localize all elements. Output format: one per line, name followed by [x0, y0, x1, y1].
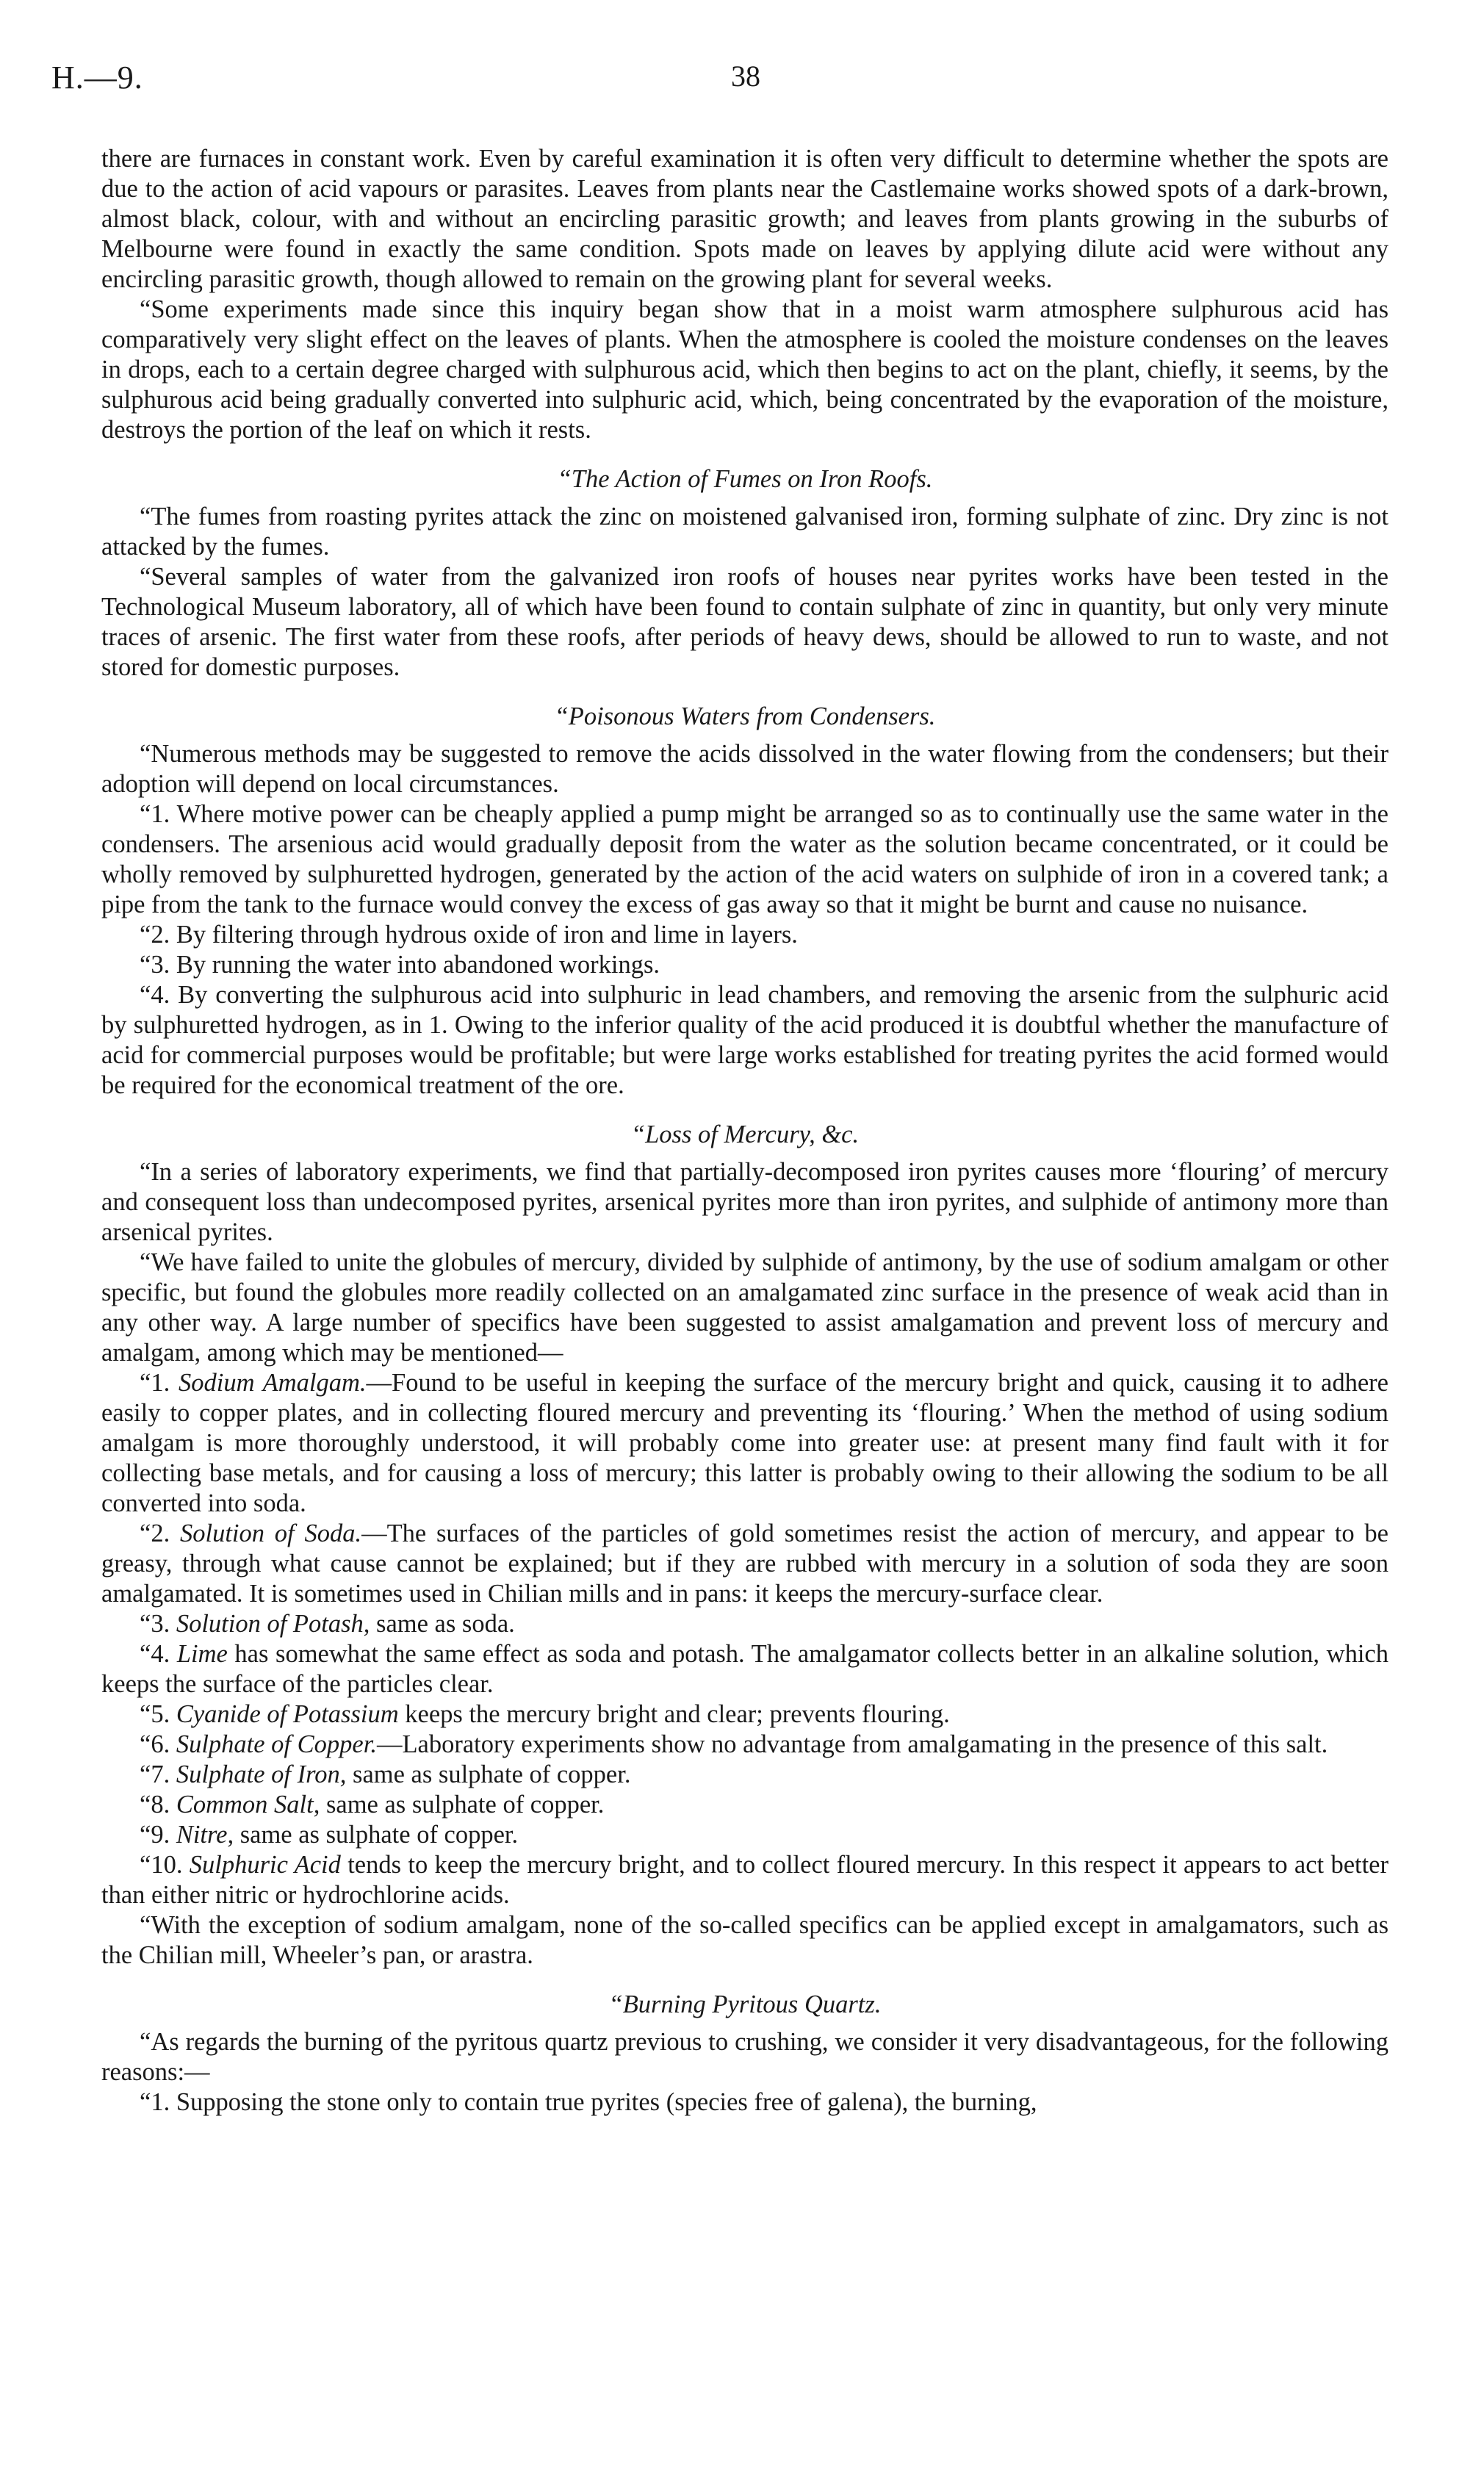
- list-item-term: Solution of Soda.: [180, 1519, 362, 1547]
- list-item-term: Sulphate of Iron,: [176, 1760, 347, 1788]
- list-item: [101, 1760, 1388, 1790]
- paragraph: “3. By running the water into abandoned workings.: [140, 951, 660, 979]
- list-item-text: tends to keep the mercury bright, and to collect floured mercury. In this respect it appears to act better than either nitric or hydrochlorine acids.: [101, 1851, 1388, 1909]
- paragraph: “In a series of laboratory experiments, we find that partially-decomposed iron pyrites causes more ‘flouring’ of mercury and consequent loss than undecomposed pyrites, arsenical pyrites more than iron pyrites, and sulphide of antimony more than arsenical pyrites.: [101, 1158, 1388, 1246]
- paragraph: “1. Where motive power can be cheaply applied a pump might be arranged so as to continually use the same water in the condensers. The arsenious acid would gradually deposit from the water as the solution became concentrated, or it could be wholly removed by sulphuretted hydrogen, generated by the action of the acid waters on sulphide of iron in a covered tank; a pipe from the tank to the furnace would convey the excess of gas away so that it might be burnt and cause no nuisance.: [101, 800, 1388, 918]
- list-item-term: Nitre,: [176, 1821, 234, 1849]
- list-item: [101, 1639, 1388, 1699]
- list-item-prefix: “7.: [140, 1760, 176, 1788]
- list-item-prefix: “6.: [140, 1730, 176, 1758]
- list-item: [101, 1519, 1388, 1609]
- list-item: [101, 1730, 1388, 1760]
- list-item: [101, 1368, 1388, 1519]
- list-item-term: Sodium Amalgam.: [179, 1369, 367, 1397]
- paragraph: “2. By filtering through hydrous oxide of iron and lime in layers.: [140, 921, 798, 949]
- list-item-text: same as sulphate of copper.: [320, 1791, 605, 1819]
- list-item: [101, 1699, 1388, 1730]
- list-item-text: —The surfaces of the particles of gold sometimes resist the action of mercury, and appear to be greasy, through what cause cannot be explained; but if they are rubbed with mercury in a solution of soda they are soon amalgamated. It is sometimes used in Chilian mills and in pans: it keeps the mercury-surface clear.: [101, 1519, 1388, 1608]
- paragraph: “Several samples of water from the galvanized iron roofs of houses near pyrites works have been tested in the Technological Museum laboratory, all of which have been found to contain sulphate of zinc in quantity, but only very minute traces of arsenic. The first water from these roofs, after periods of heavy dews, should be allowed to run to waste, and not stored for domestic purposes.: [101, 563, 1388, 681]
- paragraph: “With the exception of sodium amalgam, none of the so-called specifics can be applied except in amalgamators, such as the Chilian mill, Wheeler’s pan, or arastra.: [101, 1911, 1388, 1969]
- list-item-prefix: “1.: [140, 1369, 179, 1397]
- list-item-term: Common Salt,: [176, 1791, 320, 1819]
- list-item-text: has somewhat the same effect as soda and potash. The amalgamator collects better in an alkaline solution, which keeps the surface of the particles clear.: [101, 1640, 1388, 1698]
- list-item-text: same as sulphate of copper.: [346, 1760, 631, 1788]
- list-item-term: Sulphate of Copper.: [176, 1730, 377, 1758]
- list-item-term: Lime: [176, 1640, 228, 1668]
- paragraph: “The fumes from roasting pyrites attack the zinc on moistened galvanised iron, forming sulphate of zinc. Dry zinc is not attacked by the fumes.: [101, 503, 1388, 561]
- paragraph: “1. Supposing the stone only to contain true pyrites (species free of galena), the burning,: [140, 2088, 1037, 2116]
- list-item-term: Sulphuric Acid: [189, 1851, 341, 1879]
- document-reference: H.—9.: [51, 60, 143, 96]
- list-item-term: Solution of Potash,: [176, 1610, 370, 1638]
- list-item-prefix: “5.: [140, 1700, 176, 1728]
- list-item-prefix: “8.: [140, 1791, 176, 1819]
- list-item-text: same as soda.: [370, 1610, 515, 1638]
- list-item: [101, 1850, 1388, 1910]
- list-item-text: —Found to be useful in keeping the surface of the mercury bright and quick, causing it to adhere easily to copper plates, and in collecting floured mercury and preventing its ‘flouring.’ When the method of using sodium amalgam is more thoroughly understood, it will probably come into greater use: at present many find fault with it for collecting base metals, and for causing a loss of mercury; this latter is probably owing to their allowing the sodium to be all converted into soda.: [101, 1369, 1388, 1517]
- list-item-prefix: “4.: [140, 1640, 177, 1668]
- list-item-term: Cyanide of Potassium: [176, 1700, 399, 1728]
- list-item: [101, 1820, 1388, 1850]
- list-item-prefix: “10.: [140, 1851, 190, 1879]
- paragraph: there are furnaces in constant work. Even by careful examination it is often very difficult to determine whether the spots are due to the action of acid vapours or parasites. Leaves from plants near the Castlemaine works showed spots of a dark-brown, almost black, colour, with and without an encircling parasitic growth; and leaves from plants growing in the suburbs of Melbourne were found in exactly the same condition. Spots made on leaves by applying dilute acid were without any encircling parasitic growth, though allowed to remain on the growing plant for several weeks.: [101, 145, 1388, 293]
- list-item: [101, 1609, 1388, 1639]
- list-item-text: keeps the mercury bright and clear; prevents flouring.: [398, 1700, 950, 1728]
- paragraph: “We have failed to unite the globules of mercury, divided by sulphide of antimony, by the use of sodium amalgam or other specific, but found the globules more readily collected on an amalgamated zinc surface in the presence of weak acid than in any other way. A large number of specifics have been suggested to assist amalgamation and prevent loss of mercury and amalgam, among which may be mentioned—: [101, 1248, 1388, 1367]
- section-heading: “Poisonous Waters from Condensers.: [554, 702, 936, 730]
- list-item-text: same as sulphate of copper.: [234, 1821, 519, 1849]
- list-item-prefix: “2.: [140, 1519, 180, 1547]
- page-number: 38: [731, 60, 760, 93]
- page-header: [51, 59, 1396, 110]
- paragraph: “4. By converting the sulphurous acid into sulphuric in lead chambers, and removing the arsenic from the sulphuric acid by sulphuretted hydrogen, as in 1. Owing to the inferior quality of the acid produced it is doubtful whether the manufacture of acid for commercial purposes would be profitable; but were large works established for treating pyrites the acid formed would be required for the economical treatment of the ore.: [101, 981, 1388, 1099]
- list-item: [101, 1790, 1388, 1820]
- document-body: [101, 144, 1388, 2118]
- section-heading: “Loss of Mercury, &c.: [630, 1121, 860, 1148]
- paragraph: “As regards the burning of the pyritous quartz previous to crushing, we consider it very disadvantageous, for the following reasons:—: [101, 2028, 1388, 2086]
- paragraph: “Numerous methods may be suggested to remove the acids dissolved in the water flowing from the condensers; but their adoption will depend on local circumstances.: [101, 740, 1388, 798]
- paragraph: “Some experiments made since this inquiry began show that in a moist warm atmosphere sulphurous acid has comparatively very slight effect on the leaves of plants. When the atmosphere is cooled the moisture condenses on the leaves in drops, each to a certain degree charged with sulphurous acid, which then begins to act on the plant, chiefly, it seems, by the sulphurous acid being gradually converted into sulphuric acid, which, being concentrated by the evaporation of the moisture, destroys the portion of the leaf on which it rests.: [101, 295, 1388, 444]
- list-item-prefix: “3.: [140, 1610, 176, 1638]
- list-item-text: —Laboratory experiments show no advantage from amalgamating in the presence of this salt.: [376, 1730, 1328, 1758]
- section-heading: “Burning Pyritous Quartz.: [608, 1990, 882, 2018]
- section-heading: “The Action of Fumes on Iron Roofs.: [557, 465, 933, 493]
- list-item-prefix: “9.: [140, 1821, 176, 1849]
